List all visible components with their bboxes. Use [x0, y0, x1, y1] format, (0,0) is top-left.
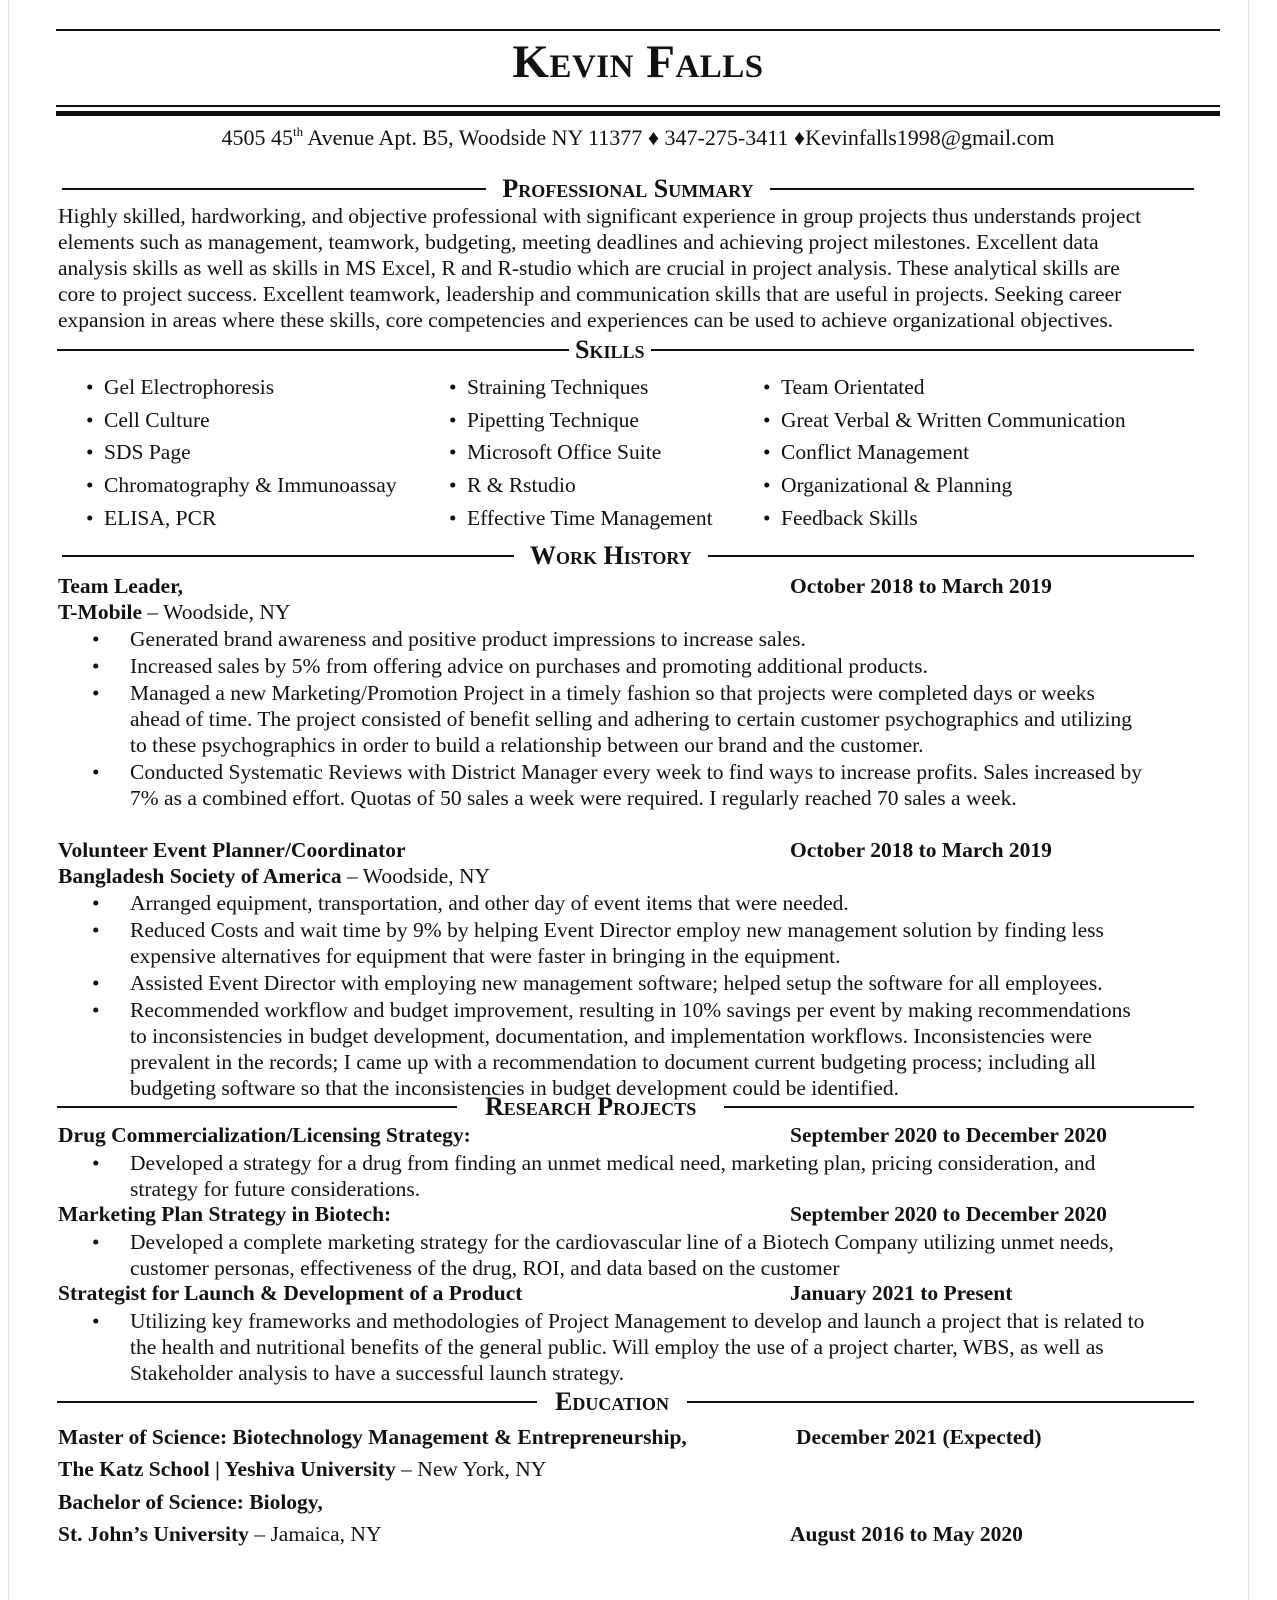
school-name: The Katz School | Yeshiva University	[58, 1457, 396, 1481]
school	[58, 1456, 546, 1482]
address	[221, 125, 642, 150]
bullet-line: strategy for future considerations.	[130, 1177, 421, 1201]
candidate-name: Kevin Falls	[512, 36, 764, 88]
job-employer	[58, 599, 290, 625]
skill-item	[86, 469, 397, 502]
bullet-icon: •	[86, 375, 94, 399]
job-employer	[58, 863, 490, 889]
bullet-text	[130, 1150, 1095, 1202]
employer-name: Bangladesh Society of America	[58, 864, 342, 888]
degree-dates: December 2021 (Expected)	[796, 1425, 1042, 1449]
contact-line	[56, 124, 1220, 152]
bullet-text	[130, 917, 1104, 969]
skill-item	[763, 371, 1126, 404]
section-title: Professional Summary	[502, 174, 754, 203]
bullet-icon: •	[92, 760, 100, 784]
section-header-work-history	[62, 541, 1194, 571]
bullet-line: Generated brand awareness and positive product impressions to increase sales.	[130, 627, 806, 651]
bullet-text	[130, 1229, 1114, 1281]
bullet-icon: •	[92, 1230, 100, 1254]
bullet-icon: •	[86, 440, 94, 465]
section-header-research	[57, 1092, 1194, 1122]
summary-line: expansion in areas where these skills, core competencies and experiences can be used to achieve organizational objectives.	[58, 308, 1114, 332]
separator-diamond: ♦	[647, 125, 660, 150]
skill-item	[763, 469, 1126, 502]
school	[58, 1521, 381, 1547]
bullet-line: Increased sales by 5% from offering advice on purchases and promoting additional products.	[130, 654, 928, 678]
skill-label: Organizational & Planning	[781, 473, 1013, 498]
bullet-icon: •	[763, 505, 771, 530]
bullet-icon: •	[763, 440, 771, 465]
section-header-summary	[62, 174, 1194, 204]
section-rule	[687, 1401, 1194, 1403]
bullet-icon: •	[92, 918, 100, 942]
skill-label: Team Orientated	[781, 375, 925, 399]
bullet-icon: •	[449, 473, 457, 498]
project-title: Drug Commercialization/Licensing Strategy:	[58, 1123, 471, 1147]
skill-label: Feedback Skills	[781, 505, 918, 530]
header-top-rule	[56, 29, 1220, 31]
bullet-icon: •	[92, 971, 100, 995]
page-right-edge	[1248, 0, 1249, 1600]
skill-item	[763, 436, 1126, 469]
skill-item	[86, 404, 397, 437]
section-title: Education	[555, 1387, 670, 1416]
bullet-icon: •	[449, 375, 457, 399]
bullet-icon: •	[86, 505, 94, 530]
bullet-icon: •	[86, 473, 94, 498]
bullet-line: budgeting software so that the inconsistencies in budget development could be identified.	[130, 1076, 900, 1100]
degree-title: Bachelor of Science: Biology,	[58, 1490, 323, 1514]
degree-dates: August 2016 to May 2020	[790, 1522, 1023, 1546]
bullet-text	[130, 653, 928, 679]
skill-item	[86, 502, 397, 535]
skills-column-2	[449, 371, 713, 535]
bullet-line: to these psychographics in order to build a relationship between our brand and the customer.	[130, 733, 924, 757]
skill-label: Conflict Management	[781, 440, 970, 465]
section-rule	[708, 555, 1194, 557]
employer-name: T-Mobile	[58, 600, 143, 624]
bullet-text	[130, 680, 1132, 758]
school-location: – New York, NY	[395, 1457, 547, 1481]
address-number: 4505 45	[221, 125, 293, 150]
job-dates: October 2018 to March 2019	[790, 574, 1052, 598]
skill-item	[86, 436, 397, 469]
bullet-line: Assisted Event Director with employing new management software; helped setup the software for all employees.	[130, 971, 1103, 995]
bullet-icon: •	[92, 1151, 100, 1175]
section-rule	[62, 188, 486, 190]
section-title: Work History	[530, 541, 692, 570]
bullet-line: to inconsistencies in budget development, documentation, and implementation workflows. Inconsistencies were	[130, 1024, 1092, 1048]
section-header-education	[57, 1387, 1194, 1417]
skill-label: SDS Page	[104, 440, 191, 465]
bullet-icon: •	[92, 891, 100, 915]
skill-label: Chromatography & Immunoassay	[104, 473, 397, 498]
skill-label: Straining Techniques	[467, 375, 649, 399]
skill-label: Pipetting Technique	[467, 407, 639, 432]
bullet-icon: •	[92, 627, 100, 651]
email: Kevinfalls1998@gmail.com	[805, 125, 1055, 150]
skill-item	[449, 371, 713, 404]
school-name: St. John’s University	[58, 1522, 249, 1546]
bullet-icon: •	[449, 505, 457, 530]
section-rule	[651, 349, 1195, 351]
bullet-icon: •	[92, 654, 100, 678]
bullet-icon: •	[763, 375, 771, 399]
section-title: Research Projects	[485, 1092, 697, 1121]
skill-item	[449, 404, 713, 437]
bullet-icon: •	[92, 998, 100, 1022]
skill-item	[449, 469, 713, 502]
bullet-line: Stakeholder analysis to have a successful launch strategy.	[130, 1361, 625, 1385]
summary-line: analysis skills as well as skills in MS Excel, R and R-studio which are crucial in project analysis. These analytical skills are	[58, 256, 1120, 280]
bullet-line: Reduced Costs and wait time by 9% by helping Event Director employ new management solution by finding less	[130, 918, 1104, 942]
project-title: Strategist for Launch & Development of a Product	[58, 1281, 523, 1305]
separator-diamond: ♦	[793, 125, 806, 150]
bullet-icon: •	[449, 407, 457, 432]
bullet-line: Utilizing key frameworks and methodologies of Project Management to develop and launch a project that is related to	[130, 1309, 1145, 1333]
skill-label: ELISA, PCR	[104, 505, 217, 530]
page-left-edge	[8, 0, 9, 1600]
skill-label: R & Rstudio	[467, 473, 576, 498]
section-rule	[724, 1106, 1194, 1108]
section-rule	[57, 349, 569, 351]
summary-line: elements such as management, teamwork, budgeting, meeting deadlines and achieving project milestones. Excellent data	[58, 230, 1099, 254]
degree-title: Master of Science: Biotechnology Management & Entrepreneurship,	[58, 1425, 687, 1449]
skill-item	[449, 436, 713, 469]
bullet-line: Managed a new Marketing/Promotion Project in a timely fashion so that projects were completed days or weeks	[130, 681, 1095, 705]
bullet-text	[130, 626, 806, 652]
job-dates: October 2018 to March 2019	[790, 838, 1052, 862]
skills-column-3	[763, 371, 1126, 535]
header-rule-thick	[56, 111, 1220, 116]
project-title: Marketing Plan Strategy in Biotech:	[58, 1202, 392, 1226]
skill-item	[86, 371, 397, 404]
bullet-line: expensive alternatives for equipment that were faster in bringing in the equipment.	[130, 944, 841, 968]
bullet-icon: •	[92, 1309, 100, 1333]
project-dates: September 2020 to December 2020	[790, 1123, 1107, 1147]
skill-label: Gel Electrophoresis	[104, 375, 275, 399]
bullet-line: the health and nutritional benefits of the general public. Will employ the use of a project charter, WBS, as well as	[130, 1335, 1104, 1359]
bullet-line: prevalent in the records; I came up with a recommendation to document current budgeting process; including all	[130, 1050, 1096, 1074]
bullet-icon: •	[86, 407, 94, 432]
header-name-wrap	[56, 34, 1220, 90]
job-title: Volunteer Event Planner/Coordinator	[58, 838, 406, 862]
bullet-line: Recommended workflow and budget improvement, resulting in 10% savings per event by making recommendations	[130, 998, 1131, 1022]
skill-label: Microsoft Office Suite	[467, 440, 662, 465]
bullet-line: 7% as a combined effort. Quotas of 50 sales a week were required. I regularly reached 70 sales a week.	[130, 786, 1017, 810]
project-dates: September 2020 to December 2020	[790, 1202, 1107, 1226]
bullet-icon: •	[763, 407, 771, 432]
skill-item	[763, 502, 1126, 535]
section-rule	[770, 188, 1194, 190]
school-location: – Jamaica, NY	[248, 1522, 382, 1546]
section-rule	[57, 1106, 457, 1108]
summary-paragraph	[58, 203, 1228, 333]
bullet-line: Conducted Systematic Reviews with District Manager every week to find ways to increase profits. Sales increased by	[130, 760, 1143, 784]
header-rule-thin	[56, 105, 1220, 107]
bullet-line: Developed a strategy for a drug from finding an unmet medical need, marketing plan, pricing consideration, and	[130, 1151, 1096, 1175]
bullet-text	[130, 997, 1131, 1101]
section-rule	[62, 555, 514, 557]
section-rule	[57, 1401, 537, 1403]
bullet-line: Developed a complete marketing strategy for the cardiovascular line of a Biotech Company utilizing unmet needs,	[130, 1230, 1114, 1254]
bullet-line: ahead of time. The project consisted of benefit selling and adhering to certain customer psychographics and utilizing	[130, 707, 1133, 731]
skill-item	[449, 502, 713, 535]
bullet-line: Arranged equipment, transportation, and other day of event items that were needed.	[130, 891, 849, 915]
summary-line: Highly skilled, hardworking, and objective professional with significant experience in group projects thus understands project	[58, 204, 1142, 228]
bullet-text	[130, 1308, 1144, 1386]
address-rest: Avenue Apt. B5, Woodside NY 11377	[303, 125, 643, 150]
bullet-icon: •	[92, 681, 100, 705]
bullet-text	[130, 970, 1103, 996]
bullet-icon: •	[763, 473, 771, 498]
bullet-line: customer personas, effectiveness of the drug, ROI, and data based on the customer	[130, 1256, 840, 1280]
job-title: Team Leader,	[58, 574, 184, 598]
employer-location: – Woodside, NY	[142, 600, 291, 624]
project-dates: January 2021 to Present	[790, 1281, 1013, 1305]
skill-label: Cell Culture	[104, 407, 210, 432]
bullet-text	[130, 890, 849, 916]
summary-line: core to project success. Excellent teamwork, leadership and communication skills that are useful in projects. Seeking career	[58, 282, 1122, 306]
skill-label: Great Verbal & Written Communication	[781, 407, 1126, 432]
skills-column-1	[86, 371, 397, 535]
skill-label: Effective Time Management	[467, 505, 713, 530]
employer-location: – Woodside, NY	[341, 864, 491, 888]
bullet-icon: •	[449, 440, 457, 465]
phone: 347-275-3411	[664, 125, 789, 150]
skill-item	[763, 404, 1126, 437]
section-header-skills	[57, 335, 1194, 365]
address-ordinal: th	[292, 124, 304, 139]
bullet-text	[130, 759, 1142, 811]
section-title: Skills	[575, 335, 645, 364]
